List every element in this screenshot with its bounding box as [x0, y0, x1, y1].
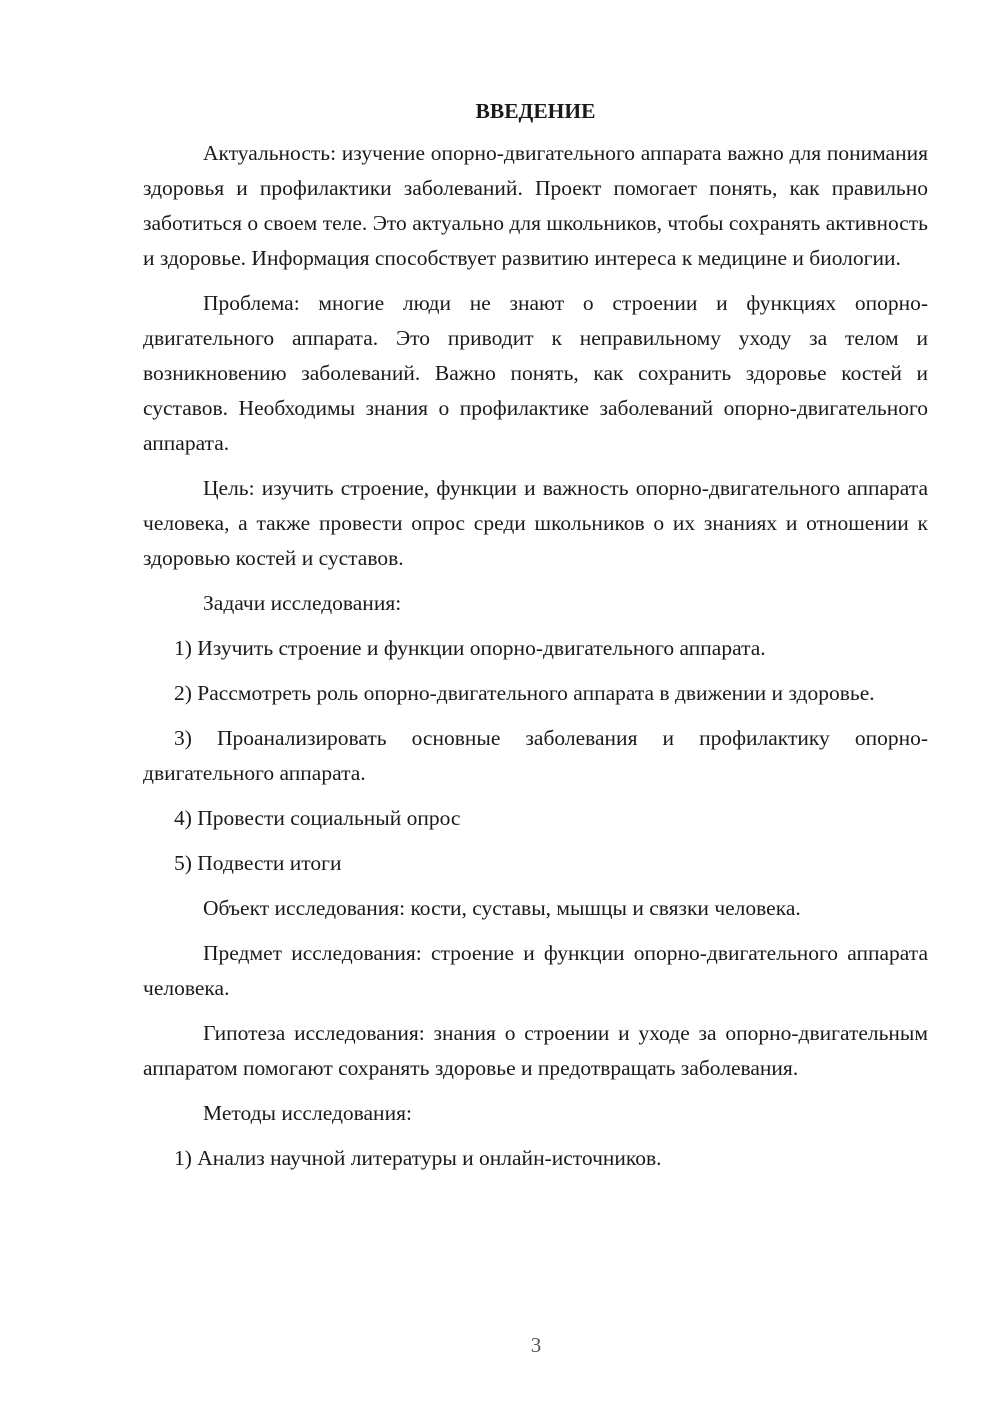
task-item-5: 5) Подвести итоги [174, 851, 342, 875]
task-item-3: 3) Проанализировать основные заболевания и профилактику опорно-двигательного аппарата. [143, 726, 928, 785]
task-item-2: 2) Рассмотреть роль опорно-двигательного аппарата в движении и здоровье. [174, 681, 875, 705]
subject-paragraph: Предмет исследования: строение и функции опорно-двигательного аппарата человека. [143, 941, 928, 1000]
method-item-1: 1) Анализ научной литературы и онлайн-источников. [174, 1146, 662, 1170]
task-item-4: 4) Провести социальный опрос [174, 806, 461, 830]
methods-heading: Методы исследования: [203, 1101, 412, 1125]
goal-paragraph: Цель: изучить строение, функции и важность опорно-двигательного аппарата человека, а также провести опрос среди школьников о их знаниях и отношении к здоровью костей и суставов. [143, 476, 928, 570]
page-title: ВВЕДЕНИЕ [475, 99, 596, 123]
tasks-heading: Задачи исследования: [203, 591, 402, 615]
relevance-paragraph: Актуальность: изучение опорно-двигательного аппарата важно для понимания здоровья и профилактики заболеваний. Проект помогает понять, как правильно заботиться о своем теле. Это актуально для школьников, чтобы сохранять активность и здоровье. Информация способствует развитию интереса к медицине и биологии. [143, 141, 928, 270]
document-page [143, 96, 928, 1186]
hypothesis-paragraph: Гипотеза исследования: знания о строении и уходе за опорно-двигательным аппаратом помогают сохранять здоровье и предотвращать заболевания. [143, 1021, 928, 1080]
page-number: 3 [530, 1333, 542, 1357]
object-paragraph: Объект исследования: кости, суставы, мышцы и связки человека. [203, 896, 801, 920]
task-item-1: 1) Изучить строение и функции опорно-двигательного аппарата. [174, 636, 766, 660]
problem-paragraph: Проблема: многие люди не знают о строении и функциях опорно-двигательного аппарата. Это приводит к неправильному уходу за телом и возникновению заболеваний. Важно понять, как сохранить здоровье костей и суставов. Необходимы знания о профилактике заболеваний опорно-двигательного аппарата. [143, 291, 928, 455]
